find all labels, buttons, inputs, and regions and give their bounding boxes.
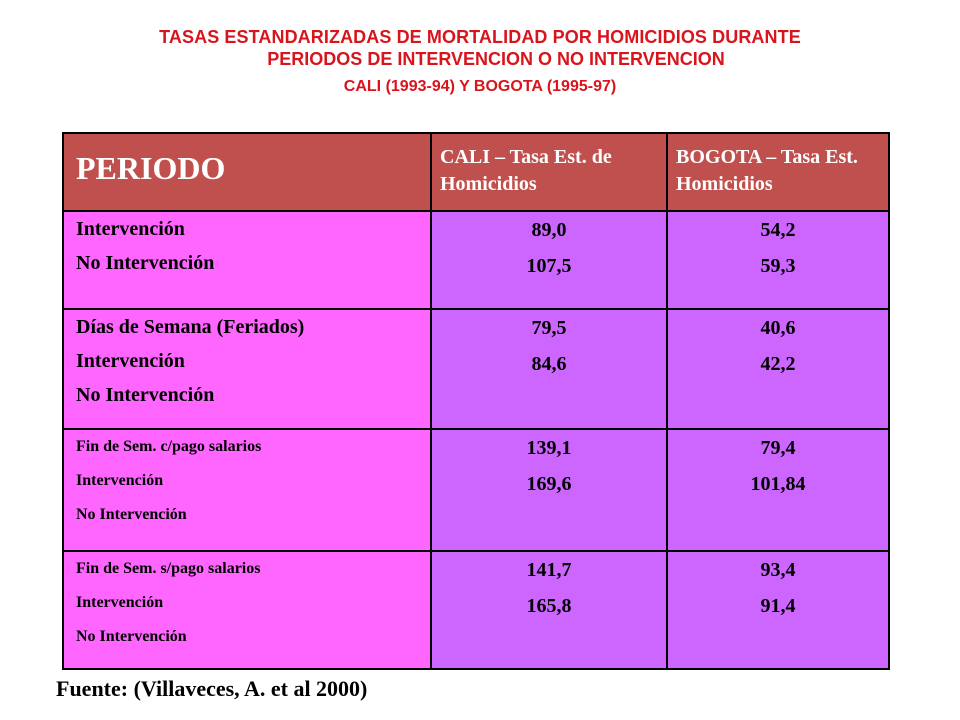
table-row — [63, 309, 889, 429]
source-citation: Fuente: (Villaveces, A. et al 2000) — [56, 676, 368, 701]
cali-value: 84,6 — [531, 353, 567, 375]
row-label-cell — [63, 211, 431, 309]
header-cali — [431, 133, 667, 211]
bogota-value-cell — [667, 309, 889, 429]
table-row — [63, 551, 889, 669]
cali-value: 89,0 — [531, 219, 567, 241]
row-label-line: Intervención — [76, 594, 164, 611]
bogota-value-cell — [667, 429, 889, 551]
row-label-line: Intervención — [76, 350, 185, 372]
bogota-value: 54,2 — [760, 219, 796, 241]
header-bogota-label: BOGOTA – Tasa Est. Homicidios — [676, 146, 858, 195]
row-label-line: No Intervención — [76, 628, 187, 645]
homicide-rates-table — [62, 132, 890, 670]
cali-value: 141,7 — [526, 559, 572, 581]
row-label-line: Fin de Sem. c/pago salarios — [76, 438, 262, 455]
bogota-value: 79,4 — [760, 437, 796, 459]
bogota-value: 101,84 — [750, 473, 806, 495]
bogota-value-cell — [667, 551, 889, 669]
cali-value-cell — [431, 211, 667, 309]
row-label-line: No Intervención — [76, 384, 215, 406]
cali-value: 169,6 — [526, 473, 572, 495]
table-row — [63, 211, 889, 309]
row-label-cell — [63, 429, 431, 551]
cali-value-cell — [431, 309, 667, 429]
header-periodo — [63, 133, 431, 211]
cali-value: 139,1 — [526, 437, 572, 459]
row-label-line: Fin de Sem. s/pago salarios — [76, 560, 261, 577]
bogota-value: 93,4 — [760, 559, 796, 581]
cali-value: 107,5 — [526, 255, 572, 277]
header-periodo-label: PERIODO — [76, 150, 226, 186]
title-line-3: CALI (1993-94) Y BOGOTA (1995-97) — [343, 78, 617, 95]
row-label-line: Días de Semana (Feriados) — [76, 316, 305, 338]
bogota-value-cell — [667, 211, 889, 309]
row-label-line: Intervención — [76, 218, 185, 240]
row-label-line: No Intervención — [76, 506, 187, 523]
header-cali-label: CALI – Tasa Est. de Homicidios — [440, 146, 612, 195]
title-line-2: PERIODOS DE INTERVENCION O NO INTERVENCION — [267, 49, 725, 69]
row-label-line: No Intervención — [76, 252, 215, 274]
cali-value: 165,8 — [526, 595, 572, 617]
cali-value-cell — [431, 551, 667, 669]
bogota-value: 91,4 — [760, 595, 796, 617]
table-header-row — [63, 133, 889, 211]
bogota-value: 59,3 — [760, 255, 796, 277]
row-label-cell — [63, 309, 431, 429]
title-line-1: TASAS ESTANDARIZADAS DE MORTALIDAD POR HOMICIDIOS DURANTE — [159, 27, 801, 47]
header-bogota — [667, 133, 889, 211]
table-row — [63, 429, 889, 551]
row-label-cell — [63, 551, 431, 669]
bogota-value: 40,6 — [760, 317, 796, 339]
cali-value-cell — [431, 429, 667, 551]
row-label-line: Intervención — [76, 472, 164, 489]
cali-value: 79,5 — [531, 317, 567, 339]
bogota-value: 42,2 — [760, 353, 796, 375]
